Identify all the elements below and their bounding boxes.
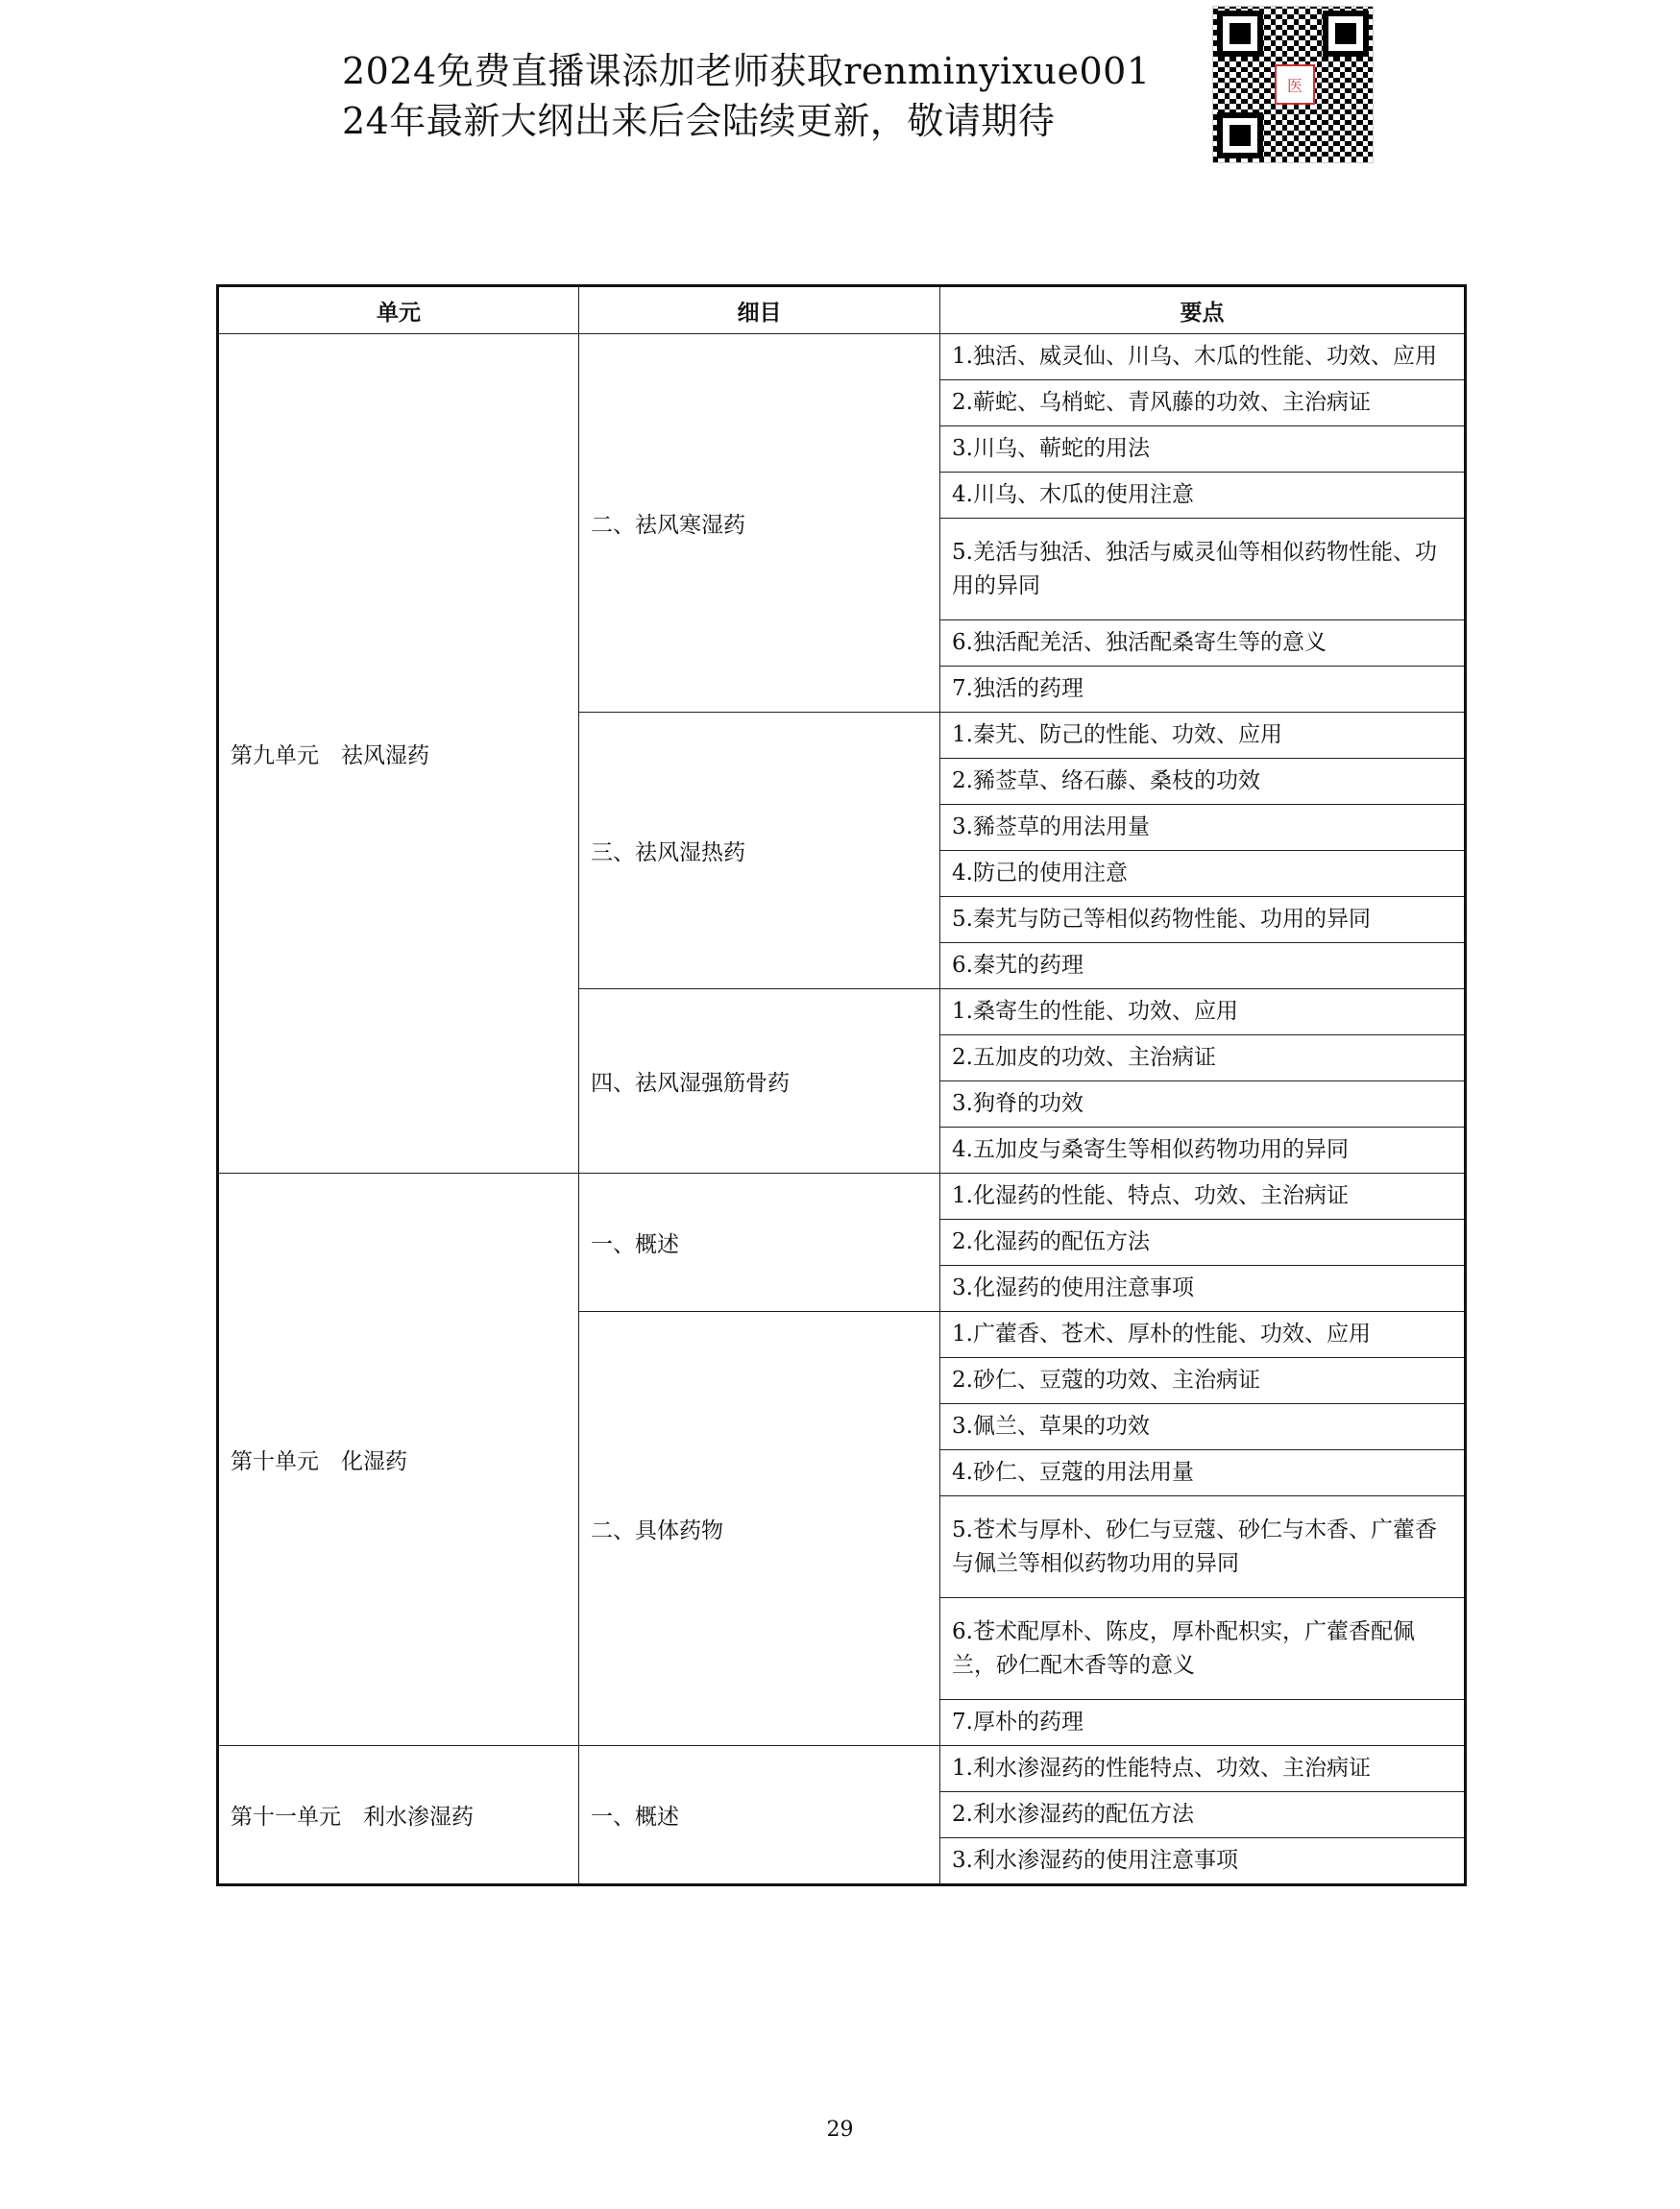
point-cell: 1.桑寄生的性能、功效、应用 bbox=[940, 989, 1466, 1035]
point-cell: 5.羌活与独活、独活与威灵仙等相似药物性能、功用的异同 bbox=[940, 519, 1466, 620]
point-cell: 2.砂仁、豆蔻的功效、主治病证 bbox=[940, 1358, 1466, 1404]
point-cell: 1.广藿香、苍术、厚朴的性能、功效、应用 bbox=[940, 1312, 1466, 1358]
unit-cell: 第十一单元 利水渗湿药 bbox=[218, 1746, 579, 1885]
point-cell: 5.秦艽与防己等相似药物性能、功用的异同 bbox=[940, 897, 1466, 943]
point-cell: 4.五加皮与桑寄生等相似药物功用的异同 bbox=[940, 1128, 1466, 1174]
item-cell: 四、祛风湿强筋骨药 bbox=[579, 989, 940, 1174]
header-points: 要点 bbox=[940, 286, 1466, 334]
item-cell: 二、祛风寒湿药 bbox=[579, 334, 940, 713]
qr-finder-pattern bbox=[1217, 11, 1263, 57]
header-unit: 单元 bbox=[218, 286, 579, 334]
qr-logo: 医 bbox=[1275, 64, 1315, 105]
point-cell: 1.独活、威灵仙、川乌、木瓜的性能、功效、应用 bbox=[940, 334, 1466, 380]
point-cell: 3.佩兰、草果的功效 bbox=[940, 1404, 1466, 1450]
table-row bbox=[218, 1174, 1466, 1220]
point-cell: 4.防己的使用注意 bbox=[940, 851, 1466, 897]
item-cell: 一、概述 bbox=[579, 1174, 940, 1312]
point-cell: 2.蕲蛇、乌梢蛇、青风藤的功效、主治病证 bbox=[940, 380, 1466, 426]
header-line-2: 24年最新大纲出来后会陆续更新，敬请期待 bbox=[342, 100, 1056, 142]
point-cell: 1.秦艽、防己的性能、功效、应用 bbox=[940, 713, 1466, 759]
page-header bbox=[342, 46, 1151, 146]
point-cell: 6.苍术配厚朴、陈皮，厚朴配枳实，广藿香配佩兰，砂仁配木香等的意义 bbox=[940, 1598, 1466, 1700]
point-cell: 7.独活的药理 bbox=[940, 667, 1466, 713]
header-line-1: 2024免费直播课添加老师获取renminyixue001 bbox=[342, 50, 1151, 92]
item-cell: 二、具体药物 bbox=[579, 1312, 940, 1746]
point-cell: 2.化湿药的配伍方法 bbox=[940, 1220, 1466, 1266]
point-cell: 3.利水渗湿药的使用注意事项 bbox=[940, 1838, 1466, 1885]
table-body bbox=[218, 334, 1466, 1885]
point-cell: 7.厚朴的药理 bbox=[940, 1700, 1466, 1746]
point-cell: 2.五加皮的功效、主治病证 bbox=[940, 1035, 1466, 1081]
header-item: 细目 bbox=[579, 286, 940, 334]
point-cell: 3.豨莶草的用法用量 bbox=[940, 805, 1466, 851]
point-cell: 3.川乌、蕲蛇的用法 bbox=[940, 426, 1466, 473]
table-row bbox=[218, 1746, 1466, 1792]
table-header-row bbox=[218, 286, 1466, 334]
qr-code-image bbox=[1212, 6, 1374, 163]
qr-finder-pattern bbox=[1323, 11, 1369, 57]
syllabus-table bbox=[216, 284, 1467, 1886]
point-cell: 1.利水渗湿药的性能特点、功效、主治病证 bbox=[940, 1746, 1466, 1792]
unit-cell: 第十单元 化湿药 bbox=[218, 1174, 579, 1746]
unit-cell: 第九单元 祛风湿药 bbox=[218, 334, 579, 1174]
point-cell: 3.化湿药的使用注意事项 bbox=[940, 1266, 1466, 1312]
qr-finder-pattern bbox=[1217, 112, 1263, 158]
point-cell: 4.砂仁、豆蔻的用法用量 bbox=[940, 1450, 1466, 1496]
page-number: 29 bbox=[826, 2118, 854, 2142]
point-cell: 3.狗脊的功效 bbox=[940, 1081, 1466, 1128]
point-cell: 2.利水渗湿药的配伍方法 bbox=[940, 1792, 1466, 1838]
point-cell: 1.化湿药的性能、特点、功效、主治病证 bbox=[940, 1174, 1466, 1220]
point-cell: 4.川乌、木瓜的使用注意 bbox=[940, 473, 1466, 519]
table-row bbox=[218, 334, 1466, 380]
point-cell: 6.独活配羌活、独活配桑寄生等的意义 bbox=[940, 620, 1466, 667]
point-cell: 2.豨莶草、络石藤、桑枝的功效 bbox=[940, 759, 1466, 805]
item-cell: 三、祛风湿热药 bbox=[579, 713, 940, 989]
item-cell: 一、概述 bbox=[579, 1746, 940, 1885]
point-cell: 6.秦艽的药理 bbox=[940, 943, 1466, 989]
point-cell: 5.苍术与厚朴、砂仁与豆蔻、砂仁与木香、广藿香与佩兰等相似药物功用的异同 bbox=[940, 1496, 1466, 1598]
